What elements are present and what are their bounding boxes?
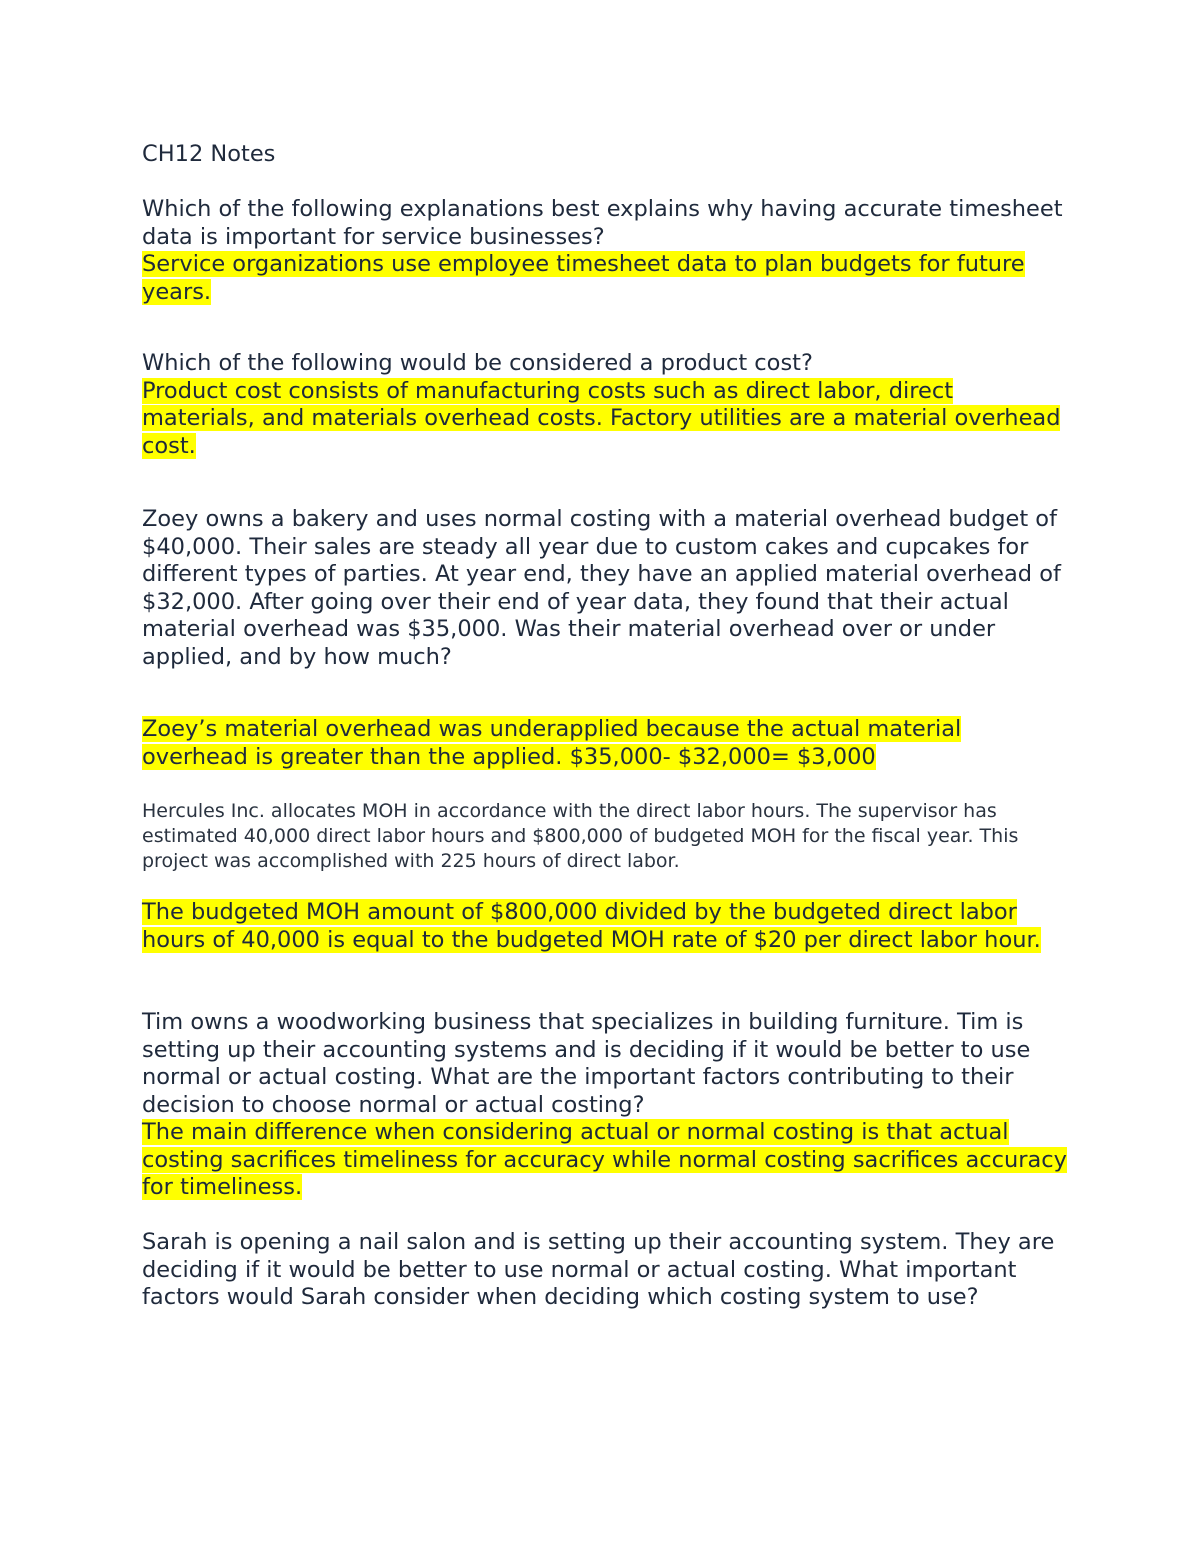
qa-section-3-answer — [142, 716, 1067, 771]
qa-section-1 — [142, 196, 1067, 306]
question-text: Which of the following would be considered a product cost? — [142, 350, 813, 376]
highlighted-answer: Product cost consists of manufacturing costs such as direct labor, direct materials, and materials overhead costs. Factory utilities are a material overhead cost. — [142, 377, 1061, 459]
question-text: Hercules Inc. allocates MOH in accordance with the direct labor hours. The supervisor has estimated 40,000 direct labor hours and $800,000 of budgeted MOH for the fiscal year. This project was accomplished with 225 hours of direct labor. — [142, 800, 1019, 872]
question-text: Which of the following explanations best explains why having accurate timesheet data is important for service businesses? — [142, 196, 1063, 250]
qa-section-2 — [142, 350, 1067, 460]
question-text: Sarah is opening a nail salon and is setting up their accounting system. They are deciding if it would be better to use normal or actual costing. What important factors would Sarah consider when deciding which costing system to use? — [142, 1229, 1055, 1310]
qa-section-4 — [142, 799, 1067, 874]
page-title: CH12 Notes — [142, 141, 276, 167]
qa-section-3 — [142, 506, 1067, 671]
highlighted-answer: The main difference when considering actual or normal costing is that actual costing sacrifices timeliness for accuracy while normal costing sacrifices accuracy for timeliness. — [142, 1119, 1067, 1200]
question-text: Tim owns a woodworking business that specializes in building furniture. Tim is setting up their accounting systems and is deciding if it would be better to use normal or actual costing. What are the important factors contributing to their decision to choose normal or actual costing? — [142, 1009, 1031, 1118]
question-text: Zoey owns a bakery and uses normal costing with a material overhead budget of $40,000. Their sales are steady all year due to custom cakes and cupcakes for different types of parties. At year end, they have an applied material overhead of $32,000. After going over their end of year data, they found that their actual material overhead was $35,000. Was their material overhead over or under applied, and by how much? — [142, 506, 1061, 670]
highlighted-answer: Zoey’s material overhead was underapplied because the actual material overhead is greater than the applied. $35,000- $32,000= $3,000 — [142, 716, 962, 770]
highlighted-answer: The budgeted MOH amount of $800,000 divided by the budgeted direct labor hours of 40,000 is equal to the budgeted MOH rate of $20 per direct labor hour. — [142, 899, 1041, 953]
qa-section-6 — [142, 1229, 1067, 1312]
qa-section-4-answer — [142, 899, 1067, 954]
highlighted-answer: Service organizations use employee timesheet data to plan budgets for future years. — [142, 251, 1025, 305]
qa-section-5 — [142, 1009, 1067, 1202]
